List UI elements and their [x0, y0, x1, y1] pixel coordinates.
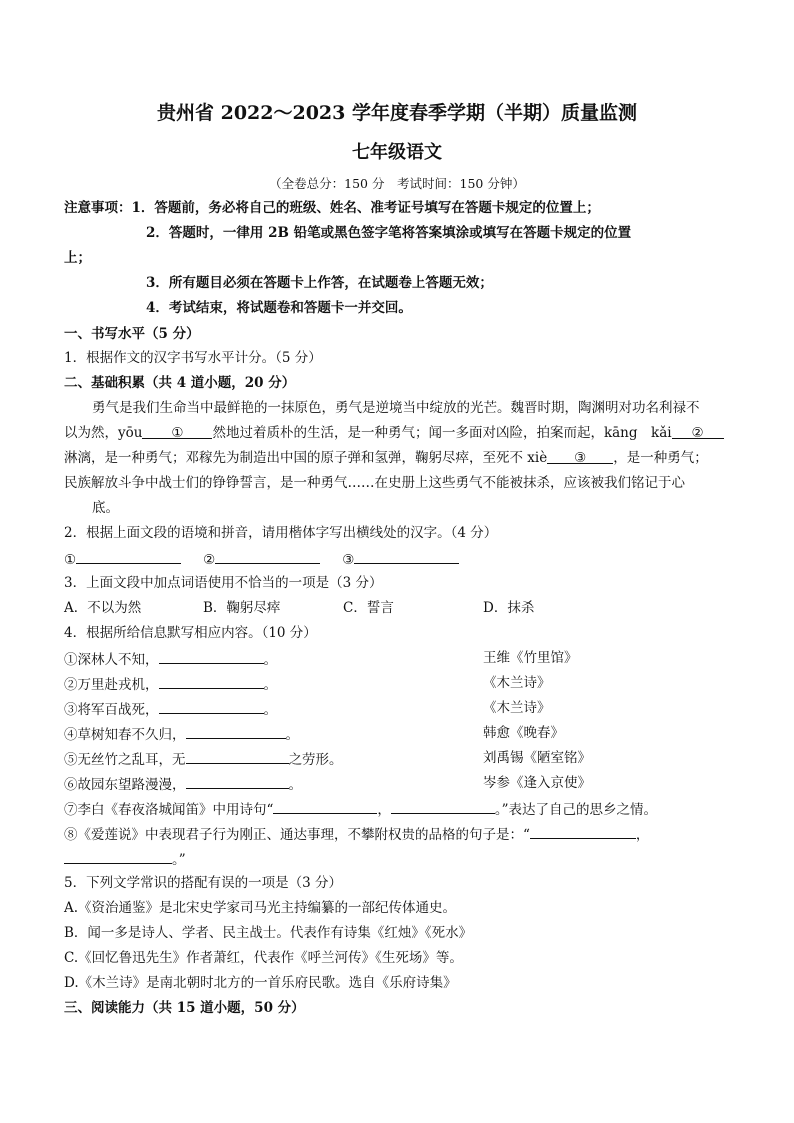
q4-blank-4[interactable]: [186, 724, 286, 739]
q2-blank-1[interactable]: [76, 549, 181, 564]
passage-blank-3[interactable]: ③: [547, 449, 613, 464]
q3-option-d[interactable]: D．抹杀: [483, 600, 535, 616]
q4-blank-5[interactable]: [186, 749, 289, 764]
notice-item-1: 1．答题前，务必将自己的班级、姓名、准考证号填写在答题卡规定的位置上；: [131, 200, 600, 216]
notice-item-4: 4．考试结束，将试题卷和答题卡一并交回。: [146, 300, 412, 316]
q4-blank-1[interactable]: [159, 649, 264, 664]
q5-option-d[interactable]: D.《木兰诗》是南北朝时北方的一首乐府民歌。选自《乐府诗集》: [64, 975, 457, 991]
q2-answer-row: ① ② ③: [64, 549, 459, 569]
question-5: 5．下列文学常识的搭配有误的一项是（3 分）: [64, 875, 342, 891]
q4-source-1: 王维《竹里馆》: [483, 650, 578, 666]
exam-info: （全卷总分：150 分 考试时间：150 分钟）: [269, 176, 525, 191]
q4-item-6: ⑥故园东望路漫漫， 。: [64, 774, 302, 794]
section3-heading: 三、阅读能力（共 15 道小题，50 分）: [64, 1000, 305, 1016]
notice-item-2: 2．答题时，一律用 2B 铅笔或黑色签字笔将答案填涂或填写在答题卡规定的位置: [146, 225, 632, 241]
q4-item-4: ④草树知春不久归， 。: [64, 724, 299, 744]
q4-blank-7a[interactable]: [273, 799, 377, 814]
exam-subject: 七年级语文: [352, 142, 442, 163]
q4-item-3: ③将军百战死， 。: [64, 699, 277, 719]
q4-source-6: 岑参《逢入京使》: [483, 775, 591, 791]
notice-line-1: [64, 199, 600, 217]
q4-blank-8a[interactable]: [530, 824, 636, 839]
question-3: 3．上面文段中加点词语使用不恰当的一项是（3 分）: [64, 575, 383, 591]
q5-option-c[interactable]: C.《回忆鲁迅先生》作者萧红，代表作《呼兰河传》《生死场》等。: [64, 950, 463, 966]
q4-item-5: ⑤无丝竹之乱耳，无 之劳形。: [64, 749, 343, 769]
q4-blank-8b[interactable]: [64, 849, 172, 864]
q3-option-b[interactable]: B．鞠躬尽瘁: [203, 600, 281, 616]
q5-option-a[interactable]: A.《资治通鉴》是北宋史学家司马光主持编纂的一部纪传体通史。: [64, 900, 457, 916]
q4-item-7: ⑦李白《春夜洛城闻笛》中用诗句“ ， 。”表达了自己的思乡之情。: [64, 799, 657, 819]
section2-heading: 二、基础积累（共 4 道小题，20 分）: [64, 375, 296, 391]
q4-item-8-cont: 。”: [64, 849, 186, 869]
exam-title: 贵州省 2022～2023 学年度春季学期（半期）质量监测: [157, 102, 637, 124]
notice-item-3: 3．所有题目必须在答题卡上作答，在试题卷上答题无效；: [146, 275, 493, 291]
passage-blank-1[interactable]: ①: [142, 424, 212, 439]
notice-label: 注意事项：: [64, 200, 132, 216]
q4-source-2: 《木兰诗》: [483, 675, 551, 691]
q3-option-c[interactable]: C．誓言: [343, 600, 394, 616]
q4-source-3: 《木兰诗》: [483, 700, 551, 716]
question-1: 1．根据作文的汉字书写水平计分。（5 分）: [64, 350, 322, 366]
q4-blank-3[interactable]: [159, 699, 264, 714]
q4-blank-7b[interactable]: [391, 799, 495, 814]
q4-source-5: 刘禹锡《陋室铭》: [483, 750, 591, 766]
q2-blank-3[interactable]: [354, 549, 459, 564]
passage-line-1: 勇气是我们生命当中最鲜艳的一抹原色，勇气是逆境当中绽放的光芒。魏晋时期，陶渊明对功名利禄不: [92, 400, 700, 416]
q5-option-b[interactable]: B．闻一多是诗人、学者、民主战士。代表作有诗集《红烛》《死水》: [64, 925, 473, 941]
q4-blank-2[interactable]: [159, 674, 264, 689]
q4-item-2: ②万里赴戎机， 。: [64, 674, 277, 694]
notice-item-2-cont: 上；: [64, 250, 91, 266]
passage-blank-2[interactable]: ②: [672, 424, 724, 439]
passage-line-5: 底。: [92, 500, 119, 516]
passage-line-4: 民族解放斗争中战士们的铮铮誓言，是一种勇气……在史册上这些勇气不能被抹杀，应该被我们铭记于心: [64, 475, 685, 491]
q3-option-a[interactable]: A．不以为然: [64, 600, 142, 616]
section1-heading: 一、书写水平（5 分）: [64, 326, 200, 342]
passage-line-2: 以为然，yōu ① 然地过着质朴的生活，是一种勇气；闻一多面对凶险，拍案而起，kāng kǎi ②: [64, 424, 724, 442]
question-4: 4．根据所给信息默写相应内容。（10 分）: [64, 625, 317, 641]
passage-line-3: 淋漓，是一种勇气；邓稼先为制造出中国的原子弹和氢弹，鞠躬尽瘁，至死不 xiè ③ ，是一种勇气；: [64, 450, 708, 466]
q4-blank-6[interactable]: [186, 774, 289, 789]
q4-item-8: ⑧《爱莲说》中表现君子行为刚正、通达事理，不攀附权贵的品格的句子是：“ ，: [64, 824, 649, 844]
q2-blank-2[interactable]: [215, 549, 320, 564]
question-2: 2．根据上面文段的语境和拼音，请用楷体字写出横线处的汉字。（4 分）: [64, 525, 498, 541]
q4-source-4: 韩愈《晚春》: [483, 725, 564, 741]
q4-item-1: ①深林人不知， 。: [64, 649, 277, 669]
